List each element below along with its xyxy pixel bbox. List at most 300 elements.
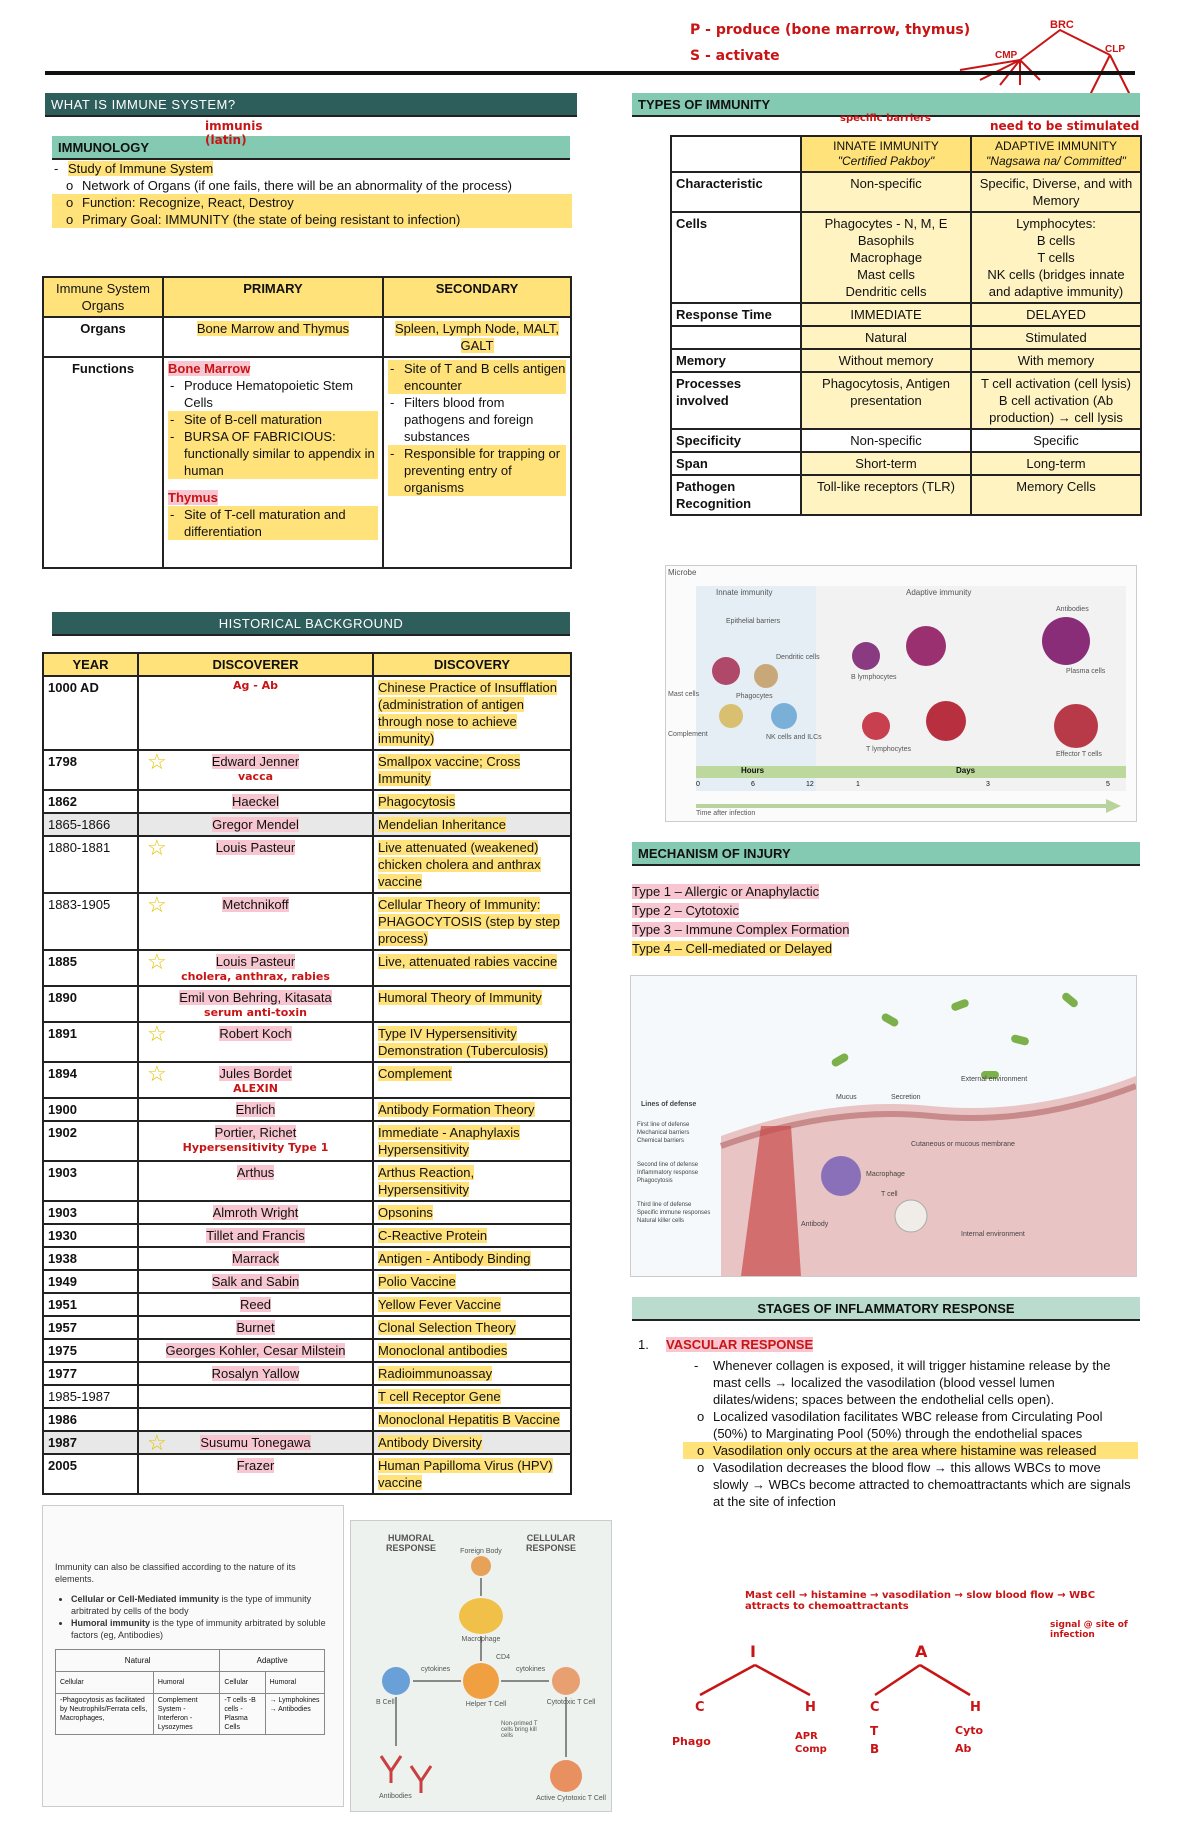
col-subheader: Cellular — [56, 1672, 154, 1694]
function-item: - Filters blood from pathogens and foreign substances — [388, 394, 566, 445]
star-icon: ☆ — [147, 835, 167, 860]
fig-label: Plasma cells — [1066, 668, 1106, 675]
fig-label: Hours — [741, 766, 765, 775]
discoverer-cell — [138, 1247, 373, 1270]
fig-label: B Cell — [376, 1699, 395, 1706]
sub-item: o Network of Organs (if one fails, there will be an abnormality of the process) — [52, 177, 572, 194]
table-row — [671, 349, 1141, 372]
discoverer-cell — [138, 986, 373, 1022]
tree-node: Comp — [795, 1744, 827, 1755]
col-header: DISCOVERY — [373, 653, 571, 676]
table-row — [671, 172, 1141, 212]
row-label: Cells — [671, 212, 801, 303]
table-row — [671, 326, 1141, 349]
star-icon: ☆ — [147, 1061, 167, 1086]
table-row — [43, 1385, 571, 1408]
year-cell: 1951 — [43, 1293, 138, 1316]
col-header: Natural — [56, 1650, 220, 1672]
year-cell: 1894 — [43, 1062, 138, 1098]
tree-label: BRC — [1050, 19, 1074, 31]
table-row — [43, 1270, 571, 1293]
organs-table — [42, 276, 572, 569]
tree-node — [795, 1730, 827, 1756]
innate-cell: Without memory — [801, 349, 971, 372]
handwritten-note: cholera, anthrax, rabies — [181, 970, 330, 983]
fig-label: Mechanical barriers — [637, 1130, 690, 1136]
discoverer-cell — [138, 676, 373, 750]
table-row — [43, 676, 571, 750]
row-label: Specificity — [671, 429, 801, 452]
table-row — [43, 1121, 571, 1161]
discoverer-name: Almroth Wright — [212, 1205, 299, 1220]
tick-label: 12 — [806, 781, 814, 788]
discoverer-cell — [138, 1201, 373, 1224]
fig-label: Antibody — [801, 1221, 829, 1228]
table-row — [43, 1224, 571, 1247]
adaptive-region — [816, 586, 1126, 791]
tree-node: Cyto — [955, 1724, 984, 1737]
discovery-text: Live attenuated (weakened) chicken cholera and anthrax vaccine — [378, 840, 541, 889]
year-cell: 1949 — [43, 1270, 138, 1293]
discovery-cell — [373, 1161, 571, 1201]
discovery-cell — [373, 1339, 571, 1362]
col-header: SECONDARY — [383, 277, 571, 317]
discovery-text: Smallpox vaccine; Cross Immunity — [378, 754, 521, 786]
year-cell: 2005 — [43, 1454, 138, 1494]
discovery-text: Radioimmunoassay — [378, 1366, 493, 1381]
table-row — [43, 836, 571, 893]
lines-of-defense-figure — [630, 975, 1137, 1277]
discovery-text: Arthus Reaction, Hypersensitivity — [378, 1165, 475, 1197]
col-header: Immune System Organs — [43, 277, 163, 317]
discoverer-cell — [138, 1224, 373, 1247]
discovery-cell — [373, 1022, 571, 1062]
discoverer-name: Haeckel — [232, 794, 279, 809]
discovery-cell — [373, 1098, 571, 1121]
function-item: - Produce Hematopoietic Stem Cells — [168, 377, 378, 411]
mechanism-list — [632, 882, 849, 958]
cellular-label: CELLULAR RESPONSE — [525, 1533, 576, 1553]
stage-sub-item: o Vasodilation decreases the blood flow → this allows WBCs to move slowly → WBCs become attracted to chemoattractants which are signals at the site of infection — [683, 1459, 1138, 1510]
innate-cell: Non-specific — [801, 172, 971, 212]
discovery-cell — [373, 790, 571, 813]
discoverer-cell — [138, 1362, 373, 1385]
discovery-text: Humoral Theory of Immunity — [378, 990, 542, 1005]
discovery-text: C-Reactive Protein — [378, 1228, 488, 1243]
stage-bullet: - Whenever collagen is exposed, it will trigger histamine release by the mast cells → localized the vasodilation (blood vessel lumen dilates/widens; spaces between the endothelial cells open). — [694, 1358, 1111, 1407]
innate-cell: Phagocytes - N, M, E Basophils Macrophage Mast cells Dendritic cells — [801, 212, 971, 303]
row-label — [671, 326, 801, 349]
row-label: Memory — [671, 349, 801, 372]
discovery-cell — [373, 1454, 571, 1494]
fig-label: Phagocytosis — [637, 1178, 673, 1184]
what-is-header: WHAT IS IMMUNE SYSTEM? — [45, 93, 577, 117]
year-cell: 1900 — [43, 1098, 138, 1121]
discovery-text: Phagocytosis — [378, 794, 456, 809]
adaptive-cell: Specific — [971, 429, 1141, 452]
table-row — [43, 1293, 571, 1316]
adaptive-cell: Long-term — [971, 452, 1141, 475]
handwritten-note: Ag - Ab — [233, 679, 278, 692]
adaptive-cell: Lymphocytes: B cells T cells NK cells (bridges innate and adaptive immunity) — [971, 212, 1141, 303]
stage-sub-item: o Vasodilation only occurs at the area where histamine was released — [683, 1442, 1138, 1459]
discoverer-name: Georges Kohler, Cesar Milstein — [165, 1343, 346, 1358]
mechanism-item: Type 3 – Immune Complex Formation — [632, 922, 850, 937]
helper-t-shape — [463, 1663, 499, 1699]
fig-label: Second line of defense — [637, 1162, 699, 1168]
table-row — [43, 1247, 571, 1270]
active-cytotoxic-shape — [550, 1760, 582, 1792]
humoral-cellular-figure — [350, 1520, 612, 1812]
phagocyte-shape — [754, 664, 778, 688]
discoverer-name: Tillet and Francis — [206, 1228, 305, 1243]
discovery-cell — [373, 950, 571, 986]
fig-label: External environment — [961, 1076, 1028, 1083]
fig-label: Secretion — [891, 1094, 921, 1101]
col-subheader: Humoral — [153, 1672, 220, 1694]
history-header: HISTORICAL BACKGROUND — [52, 612, 570, 636]
fig-label: CD4 — [496, 1654, 511, 1661]
discovery-text: Cellular Theory of Immunity: PHAGOCYTOSIS (step by step process) — [378, 897, 560, 946]
discoverer-cell — [138, 813, 373, 836]
year-cell: 1862 — [43, 790, 138, 813]
b-cell-shape — [906, 626, 946, 666]
discovery-text: Clonal Selection Theory — [378, 1320, 516, 1335]
stages-content — [638, 1336, 1138, 1510]
fig-defense-1 — [637, 1121, 717, 1145]
innate-col-title: INNATE IMMUNITY — [833, 139, 939, 153]
table-row — [671, 212, 1141, 303]
year-cell: 1957 — [43, 1316, 138, 1339]
discovery-text: Yellow Fever Vaccine — [378, 1297, 501, 1312]
col-header: DISCOVERER — [138, 653, 373, 676]
year-cell: 1975 — [43, 1339, 138, 1362]
star-icon: ☆ — [147, 949, 167, 974]
tick-label: 1 — [856, 781, 860, 788]
discovery-cell — [373, 893, 571, 950]
table-row — [43, 1339, 571, 1362]
table-row — [43, 1022, 571, 1062]
discovery-cell — [373, 836, 571, 893]
year-cell: 1890 — [43, 986, 138, 1022]
mechanism-item: Type 1 – Allergic or Anaphylactic — [632, 884, 820, 899]
tree-node — [955, 1722, 983, 1758]
fig-label: Foreign Body — [460, 1548, 502, 1555]
table-cell: -T cells -B cells -Plasma Cells — [220, 1694, 265, 1735]
table-row — [43, 950, 571, 986]
discoverer-name: Arthus — [236, 1165, 275, 1180]
fig-label: Cutaneous or mucous membrane — [911, 1141, 1015, 1148]
table-row — [671, 475, 1141, 515]
discoverer-cell — [138, 1161, 373, 1201]
fig-label: Specific immune responses — [637, 1210, 711, 1216]
top-rule — [45, 71, 1135, 75]
tree-node — [870, 1722, 879, 1758]
history-table — [42, 652, 572, 1495]
fig-label: Phagocytes — [736, 693, 773, 700]
discovery-cell — [373, 1385, 571, 1408]
innate-note: specific barriers — [840, 113, 931, 124]
discoverer-name: Susumu Tonegawa — [200, 1435, 311, 1450]
immunology-note: immunis (latin) — [205, 119, 263, 147]
row-label: Processes involved — [671, 372, 801, 429]
macrophage-shape — [459, 1598, 503, 1634]
adaptive-col-title: ADAPTIVE IMMUNITY — [994, 139, 1117, 153]
discoverer-cell — [138, 950, 373, 986]
fig-label: Cytotoxic T Cell — [546, 1699, 596, 1706]
fig-label: Mucus — [836, 1094, 857, 1101]
discovery-text: Mendelian Inheritance — [378, 817, 506, 832]
tree-node: Phago — [672, 1735, 711, 1748]
col-subheader: Humoral — [265, 1672, 324, 1694]
function-item: - Site of T and B cells antigen encounter — [388, 360, 566, 394]
year-cell: 1930 — [43, 1224, 138, 1247]
fig-label: NK cells and ILCs — [766, 734, 822, 741]
discovery-text: Complement — [378, 1066, 452, 1081]
tree-node: Ab — [955, 1742, 972, 1755]
fig-label: B lymphocytes — [851, 674, 897, 681]
table-row — [43, 1431, 571, 1454]
plasma-cell-shape — [1042, 617, 1090, 665]
innate-cell: Toll-like receptors (TLR) — [801, 475, 971, 515]
adaptive-cell: Specific, Diverse, and with Memory — [971, 172, 1141, 212]
discoverer-cell — [138, 750, 373, 790]
tree-node: B — [870, 1742, 880, 1756]
nk-cell-shape — [771, 703, 797, 729]
fig-defense-3 — [637, 1201, 717, 1225]
table-row — [43, 1316, 571, 1339]
mechanism-item: Type 2 – Cytotoxic — [632, 903, 739, 918]
table-row — [43, 893, 571, 950]
handwritten-note: vacca — [237, 770, 274, 783]
flow-note: Mast cell → histamine → vasodilation → slow blood flow → WBC attracts to chemoattractants — [745, 1590, 1096, 1612]
stage-number: 1. — [638, 1337, 649, 1352]
discoverer-name: Rosalyn Yallow — [211, 1366, 300, 1381]
fig-label: Chemical barriers — [637, 1138, 685, 1144]
table-row — [43, 1201, 571, 1224]
adaptive-col-sub: "Nagsawa na/ Committed" — [986, 154, 1126, 168]
year-cell: 1902 — [43, 1121, 138, 1161]
discoverer-cell — [138, 1098, 373, 1121]
discovery-text: Antigen - Antibody Binding — [378, 1251, 531, 1266]
macrophage-shape — [821, 1156, 861, 1196]
table-row — [43, 986, 571, 1022]
t-cell-shape — [895, 1200, 927, 1232]
discoverer-name: Frazer — [236, 1458, 275, 1473]
table-row — [43, 1408, 571, 1431]
fig-label: T lymphocytes — [866, 746, 911, 753]
discoverer-name: Salk and Sabin — [211, 1274, 300, 1289]
star-icon: ☆ — [147, 1021, 167, 1046]
mast-cell-shape — [712, 657, 740, 685]
row-label: Response Time — [671, 303, 801, 326]
annotation-produce: P - produce (bone marrow, thymus) — [690, 22, 971, 38]
table-row — [43, 1454, 571, 1494]
discovery-cell — [373, 676, 571, 750]
cellular-def: is the type of immunity arbitrated by cells of the body — [71, 1594, 312, 1616]
tree-label: CLP — [1105, 44, 1125, 55]
year-cell: 1891 — [43, 1022, 138, 1062]
b-cell-shape — [382, 1667, 410, 1695]
star-icon: ☆ — [147, 892, 167, 917]
year-cell: 1903 — [43, 1201, 138, 1224]
tree-node: I — [750, 1642, 756, 1661]
table-row — [43, 1098, 571, 1121]
fig-label: cytokines — [516, 1666, 546, 1673]
table-row — [43, 1062, 571, 1098]
discoverer-name: Gregor Mendel — [212, 817, 299, 832]
discoverer-cell — [138, 1293, 373, 1316]
sub-item: o Function: Recognize, React, Destroy — [52, 194, 572, 211]
discovery-text: Monoclonal Hepatitis B Vaccine — [378, 1412, 560, 1427]
primary-organs: Bone Marrow and Thymus — [196, 321, 350, 336]
humoral-term: Humoral immunity — [71, 1618, 151, 1628]
tree-node: H — [805, 1700, 816, 1715]
discoverer-cell — [138, 1270, 373, 1293]
fig-label: Complement — [668, 731, 708, 738]
discoverer-cell — [138, 1408, 373, 1431]
col-header: Adaptive — [220, 1650, 325, 1672]
fig-label: Antibodies — [1056, 606, 1089, 613]
foreign-body-shape — [471, 1556, 491, 1576]
innate-cell: Phagocytosis, Antigen presentation — [801, 372, 971, 429]
secondary-organs: Spleen, Lymph Node, MALT, GALT — [394, 321, 560, 353]
types-table — [670, 135, 1142, 516]
star-icon: ☆ — [147, 749, 167, 774]
fig-label: Epithelial barriers — [726, 618, 781, 625]
discoverer-cell — [138, 1022, 373, 1062]
adaptive-cell: T cell activation (cell lysis) B cell activation (Ab production) → cell lysis — [971, 372, 1141, 429]
table-row — [671, 372, 1141, 429]
discovery-cell — [373, 813, 571, 836]
row-label: Organs — [43, 317, 163, 357]
year-cell: 1938 — [43, 1247, 138, 1270]
b-lymphocyte-shape — [852, 642, 880, 670]
year-cell: 1880-1881 — [43, 836, 138, 893]
sub-item: o Primary Goal: IMMUNITY (the state of being resistant to infection) — [52, 211, 572, 228]
immunology-title: IMMUNOLOGY — [58, 140, 149, 155]
fig-label: Microbe — [668, 568, 697, 577]
handwritten-note: Hypersensitivity Type 1 — [182, 1141, 329, 1154]
innate-cell: Short-term — [801, 452, 971, 475]
discovery-text: Polio Vaccine — [378, 1274, 456, 1289]
discovery-cell — [373, 1431, 571, 1454]
bone-marrow-title: Bone Marrow — [168, 361, 251, 376]
humoral-label: HUMORAL RESPONSE — [385, 1533, 436, 1553]
table-row — [43, 1362, 571, 1385]
thymus-title: Thymus — [168, 490, 218, 505]
tick-label: 0 — [696, 781, 700, 788]
discoverer-cell — [138, 1339, 373, 1362]
col-subheader: Cellular — [220, 1672, 265, 1694]
flow-sub-note: signal @ site of infection — [1050, 1620, 1128, 1640]
fig-label: Inflammatory response — [637, 1170, 699, 1176]
fig-label: Time after infection — [696, 810, 756, 817]
effector-t-shape — [1054, 704, 1098, 748]
types-header: TYPES OF IMMUNITY — [632, 93, 1140, 117]
year-cell: 1798 — [43, 750, 138, 790]
fig-label: Macrophage — [866, 1171, 905, 1178]
year-cell: 1883-1905 — [43, 893, 138, 950]
discoverer-cell — [138, 1062, 373, 1098]
discoverer-name: Louis Pasteur — [215, 954, 296, 969]
tick-label: 6 — [751, 781, 755, 788]
mechanism-item: Type 4 – Cell-mediated or Delayed — [632, 941, 833, 956]
fig-label: First line of defense — [637, 1122, 690, 1128]
table-row — [671, 452, 1141, 475]
discoverer-cell — [138, 790, 373, 813]
complement-shape — [719, 704, 743, 728]
fig-label: Third line of defense — [637, 1202, 692, 1208]
stage-sub-item: o Localized vasodilation facilitates WBC release from Circulating Pool (50%) to Marginating Pool (50%) through the endothelial spaces — [683, 1408, 1138, 1442]
fig-label: Active Cytotoxic T Cell — [536, 1795, 606, 1802]
classification-table — [55, 1649, 325, 1735]
discovery-text: Immediate - Anaphylaxis Hypersensitivity — [378, 1125, 520, 1157]
fig-label: Lines of defense — [641, 1101, 697, 1108]
discovery-cell — [373, 1316, 571, 1339]
fig-label: Mast cells — [668, 691, 700, 698]
row-label: Characteristic — [671, 172, 801, 212]
innate-cell: Non-specific — [801, 429, 971, 452]
adaptive-cell: Memory Cells — [971, 475, 1141, 515]
cytotoxic-t-shape — [552, 1667, 580, 1695]
table-row — [671, 429, 1141, 452]
function-item: - Responsible for trapping or preventing entry of organisms — [388, 445, 566, 496]
table-row — [43, 790, 571, 813]
discoverer-name: Edward Jenner — [211, 754, 300, 769]
discoverer-cell — [138, 1121, 373, 1161]
year-cell: 1987 — [43, 1431, 138, 1454]
humoral-def: is the type of immunity arbitrated by soluble factors (eg, Antibodies) — [71, 1618, 326, 1640]
discoverer-name: Marrack — [232, 1251, 279, 1266]
adaptive-cell: With memory — [971, 349, 1141, 372]
stage-bullet-text: Whenever collagen is exposed, it will trigger histamine release by the mast cells → localized the vasodilation (blood vessel lumen dilates/widens; spaces between the endothelial cells open). — [713, 1358, 1111, 1407]
what-is-content — [52, 160, 572, 228]
row-label: Pathogen Recognition — [671, 475, 801, 515]
classification-intro: Immunity can also be classified according to the nature of its elements. — [55, 1562, 296, 1584]
discoverer-name: Jules Bordet — [219, 1066, 292, 1081]
discovery-cell — [373, 1270, 571, 1293]
function-item: - Site of T-cell maturation and differentiation — [168, 506, 378, 540]
discovery-text: Antibody Diversity — [378, 1435, 483, 1450]
fig-label: T cell — [881, 1191, 898, 1198]
discoverer-name: Burnet — [236, 1320, 275, 1335]
discoverer-name: Ehrlich — [235, 1102, 276, 1117]
innate-region — [696, 586, 816, 791]
fig-label: Dendritic cells — [776, 654, 820, 661]
year-cell: 1000 AD — [43, 676, 138, 750]
immunity-timeline-figure — [665, 565, 1137, 822]
discovery-text: Monoclonal antibodies — [378, 1343, 508, 1358]
discovery-cell — [373, 1362, 571, 1385]
function-item: - Site of B-cell maturation — [168, 411, 378, 428]
discoverer-name: Reed — [239, 1297, 272, 1312]
stages-header: STAGES OF INFLAMMATORY RESPONSE — [632, 1297, 1140, 1321]
discoverer-name: Robert Koch — [219, 1026, 292, 1041]
discoverer-cell — [138, 1431, 373, 1454]
discovery-text: T cell Receptor Gene — [378, 1389, 501, 1404]
handwritten-note: ALEXIN — [233, 1082, 278, 1095]
discovery-cell — [373, 1293, 571, 1316]
fig-label: Days — [956, 766, 976, 775]
fig-label: Adaptive immunity — [906, 588, 972, 597]
table-row — [43, 813, 571, 836]
year-cell: 1903 — [43, 1161, 138, 1201]
innate-col-sub: "Certified Pakboy" — [837, 154, 935, 168]
discovery-text: Opsonins — [378, 1205, 433, 1220]
immunology-def: Study of Immune System — [68, 161, 214, 176]
star-icon: ☆ — [147, 1430, 167, 1455]
